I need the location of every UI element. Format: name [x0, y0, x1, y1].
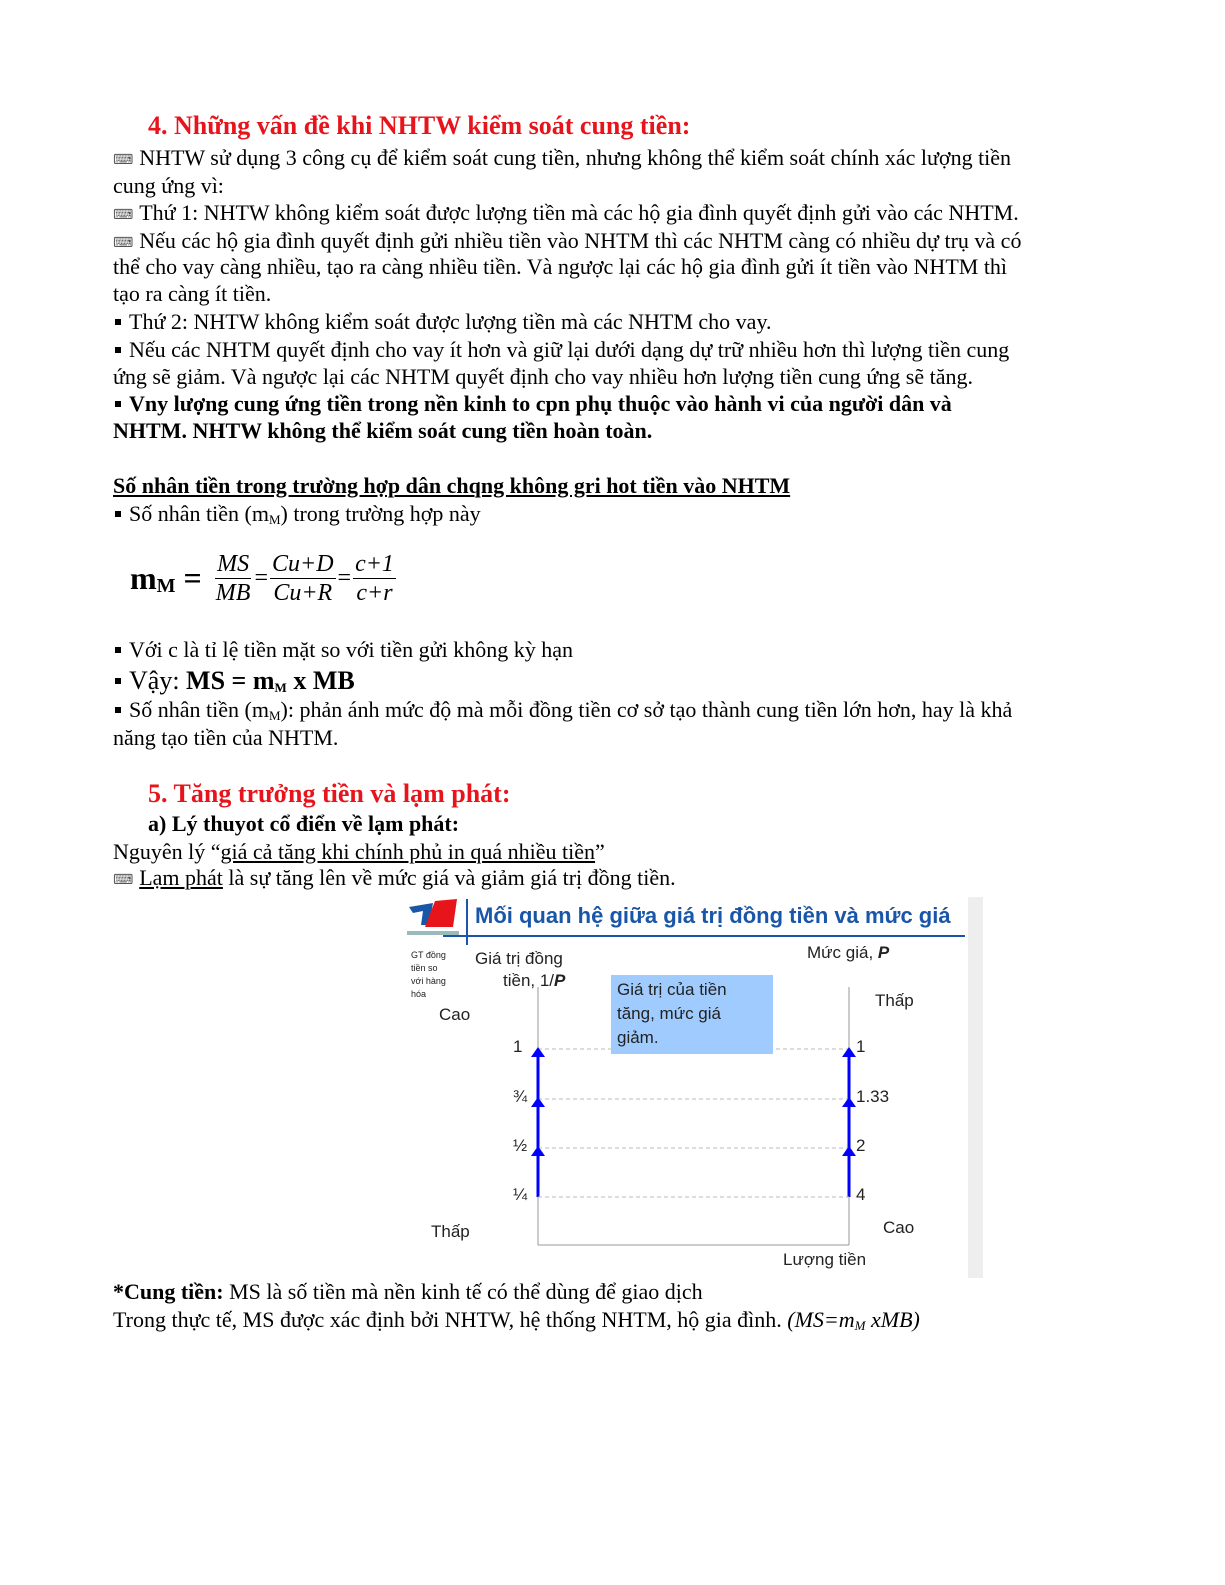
- bullet-icon: ⌨: [113, 235, 134, 251]
- section-4-heading: 4. Những vấn đề khi NHTW kiểm soát cung tiền:: [148, 111, 691, 140]
- left-axis-title-1: Giá trị đồng: [475, 949, 563, 968]
- paragraph: ⌨ Thứ 1: NHTW không kiểm soát được lượng tiền mà các hộ gia đình quyết định gửi vào các NHTM.: [113, 200, 1019, 228]
- shadow: [968, 897, 983, 1278]
- subheading: a) Lý thuyot cổ điển về lạm phát:: [148, 811, 460, 836]
- paragraph: Nguyên lý “giá cả tăng khi chính phủ in quá nhiều tiền”: [113, 839, 605, 864]
- arrow-head-icon: [531, 1097, 545, 1107]
- bullet-icon: [115, 401, 121, 407]
- paragraph: Thứ 2: NHTW không kiểm soát được lượng tiền mà các NHTM cho vay.: [113, 309, 772, 335]
- section-5-heading: 5. Tăng trưởng tiền và lạm phát:: [148, 779, 511, 808]
- figure-title: Mối quan hệ giữa giá trị đồng tiền và mức giá: [475, 903, 951, 928]
- paragraph: tạo ra càng ít tiền.: [113, 281, 272, 306]
- right-tick-label: 1: [856, 1037, 866, 1056]
- x-axis-label: Lượng tiền: [783, 1250, 867, 1269]
- money-value-price-level-figure: [403, 897, 983, 1278]
- arrow-head-icon: [531, 1047, 545, 1057]
- paragraph: Với c là tỉ lệ tiền mặt so với tiền gửi không kỳ hạn: [113, 637, 573, 663]
- bullet-icon: [115, 707, 121, 713]
- paragraph: Số nhân tiền $(m_M)$ trong trường hợp này: [113, 501, 481, 533]
- multiplier-heading: Số nhân tiền trong trường hợp dân chqng không gri hot tiền vào NHTM: [113, 473, 791, 498]
- side-note: GT đồng tiền so với hàng hóa: [411, 950, 446, 999]
- bullet-icon: [115, 347, 121, 353]
- paragraph: Vậy: MS = $m_M$ x MB: [113, 666, 355, 703]
- arrow-head-icon: [842, 1146, 856, 1156]
- right-axis-title: Mức giá, P: [807, 943, 890, 962]
- paragraph: ⌨ NHTW sử dụng 3 công cụ để kiểm soát cung tiền, nhưng không thể kiểm soát chính xác lượng tiền: [113, 145, 1011, 173]
- paragraph: thể cho vay càng nhiều, tạo ra càng nhiều tiền. Và ngược lại các hộ gia đình gửi ít tiền vào NHTM thì: [113, 254, 1008, 279]
- paragraph: ứng sẽ giảm. Và ngược lại các NHTM quyết định cho vay nhiều hơn lượng tiền cung ứng sẽ tăng.: [113, 364, 973, 389]
- paragraph: ⌨ Nếu các hộ gia đình quyết định gửi nhiều tiền vào NHTM thì các NHTM càng có nhiều dự trụ và có: [113, 228, 1021, 256]
- callout-box: Giá trị của tiền tăng, mức giá giảm.: [611, 975, 773, 1054]
- bullet-icon: [115, 678, 121, 684]
- bullet-icon: ⌨: [113, 152, 134, 168]
- arrow-head-icon: [842, 1097, 856, 1107]
- paragraph: NHTM. NHTW không thể kiểm soát cung tiền hoàn toàn.: [113, 418, 653, 443]
- arrow-head-icon: [531, 1146, 545, 1156]
- money-multiplier-formula: $m_M$ = $\frac{MS}{MB}$ = $\frac{Cu+D}{Cu+R}$ = $\frac{c+1}{c+r}$: [130, 551, 394, 606]
- right-high-label: Cao: [883, 1218, 915, 1237]
- bullet-icon: [115, 647, 121, 653]
- fraction: $\frac{Cu+D}{Cu+R}$: [271, 551, 334, 606]
- right-tick-label: 2: [856, 1136, 866, 1155]
- logo-icon: [407, 899, 459, 935]
- left-tick-label: ½: [513, 1136, 528, 1155]
- bullet-icon: [115, 319, 121, 325]
- paragraph: Số nhân tiền $(m_M)$: phản ánh mức độ mà mỗi đồng tiền cơ sở tạo thành cung tiền lớn hơn, hay là khả: [113, 697, 1012, 729]
- left-tick-label: ¾: [513, 1087, 528, 1106]
- paragraph: Vny lượng cung ứng tiền trong nền kinh to cpn phụ thuộc vào hành vi của người dân và: [113, 391, 952, 417]
- arrow-head-icon: [842, 1047, 856, 1057]
- fraction: $\frac{c+1}{c+r}$: [355, 551, 394, 606]
- bullet-icon: ⌨: [113, 872, 134, 888]
- right-low-label: Thấp: [875, 991, 914, 1010]
- paragraph: năng tạo tiền của NHTM.: [113, 725, 339, 750]
- bullet-icon: [115, 511, 121, 517]
- right-tick-label: 1.33: [856, 1087, 890, 1106]
- left-tick-label: 1: [513, 1037, 523, 1056]
- left-axis-title-2: tiền, 1/P: [503, 971, 566, 990]
- paragraph: Nếu các NHTM quyết định cho vay ít hơn và giữ lại dưới dạng dự trữ nhiều hơn thì lượng tiền cung: [113, 337, 1009, 363]
- paragraph: Trong thực tế, MS được xác định bởi NHTW, hệ thống NHTM, hộ gia đình. ($MS=m_M$ xMB): [113, 1307, 920, 1333]
- left-tick-label: ¼: [513, 1185, 528, 1204]
- paragraph: *Cung tiền: MS là số tiền mà nền kinh tế có thể dùng để giao dịch: [113, 1279, 703, 1304]
- paragraph: cung ứng vì:: [113, 173, 224, 198]
- left-low-label: Thấp: [431, 1222, 470, 1241]
- bullet-icon: ⌨: [113, 207, 134, 223]
- fraction: $\frac{MS}{MB}$: [215, 551, 251, 606]
- paragraph: ⌨ Lạm phát là sự tăng lên về mức giá và giảm giá trị đồng tiền.: [113, 865, 676, 893]
- right-tick-label: 4: [856, 1185, 866, 1204]
- left-high-label: Cao: [439, 1005, 471, 1024]
